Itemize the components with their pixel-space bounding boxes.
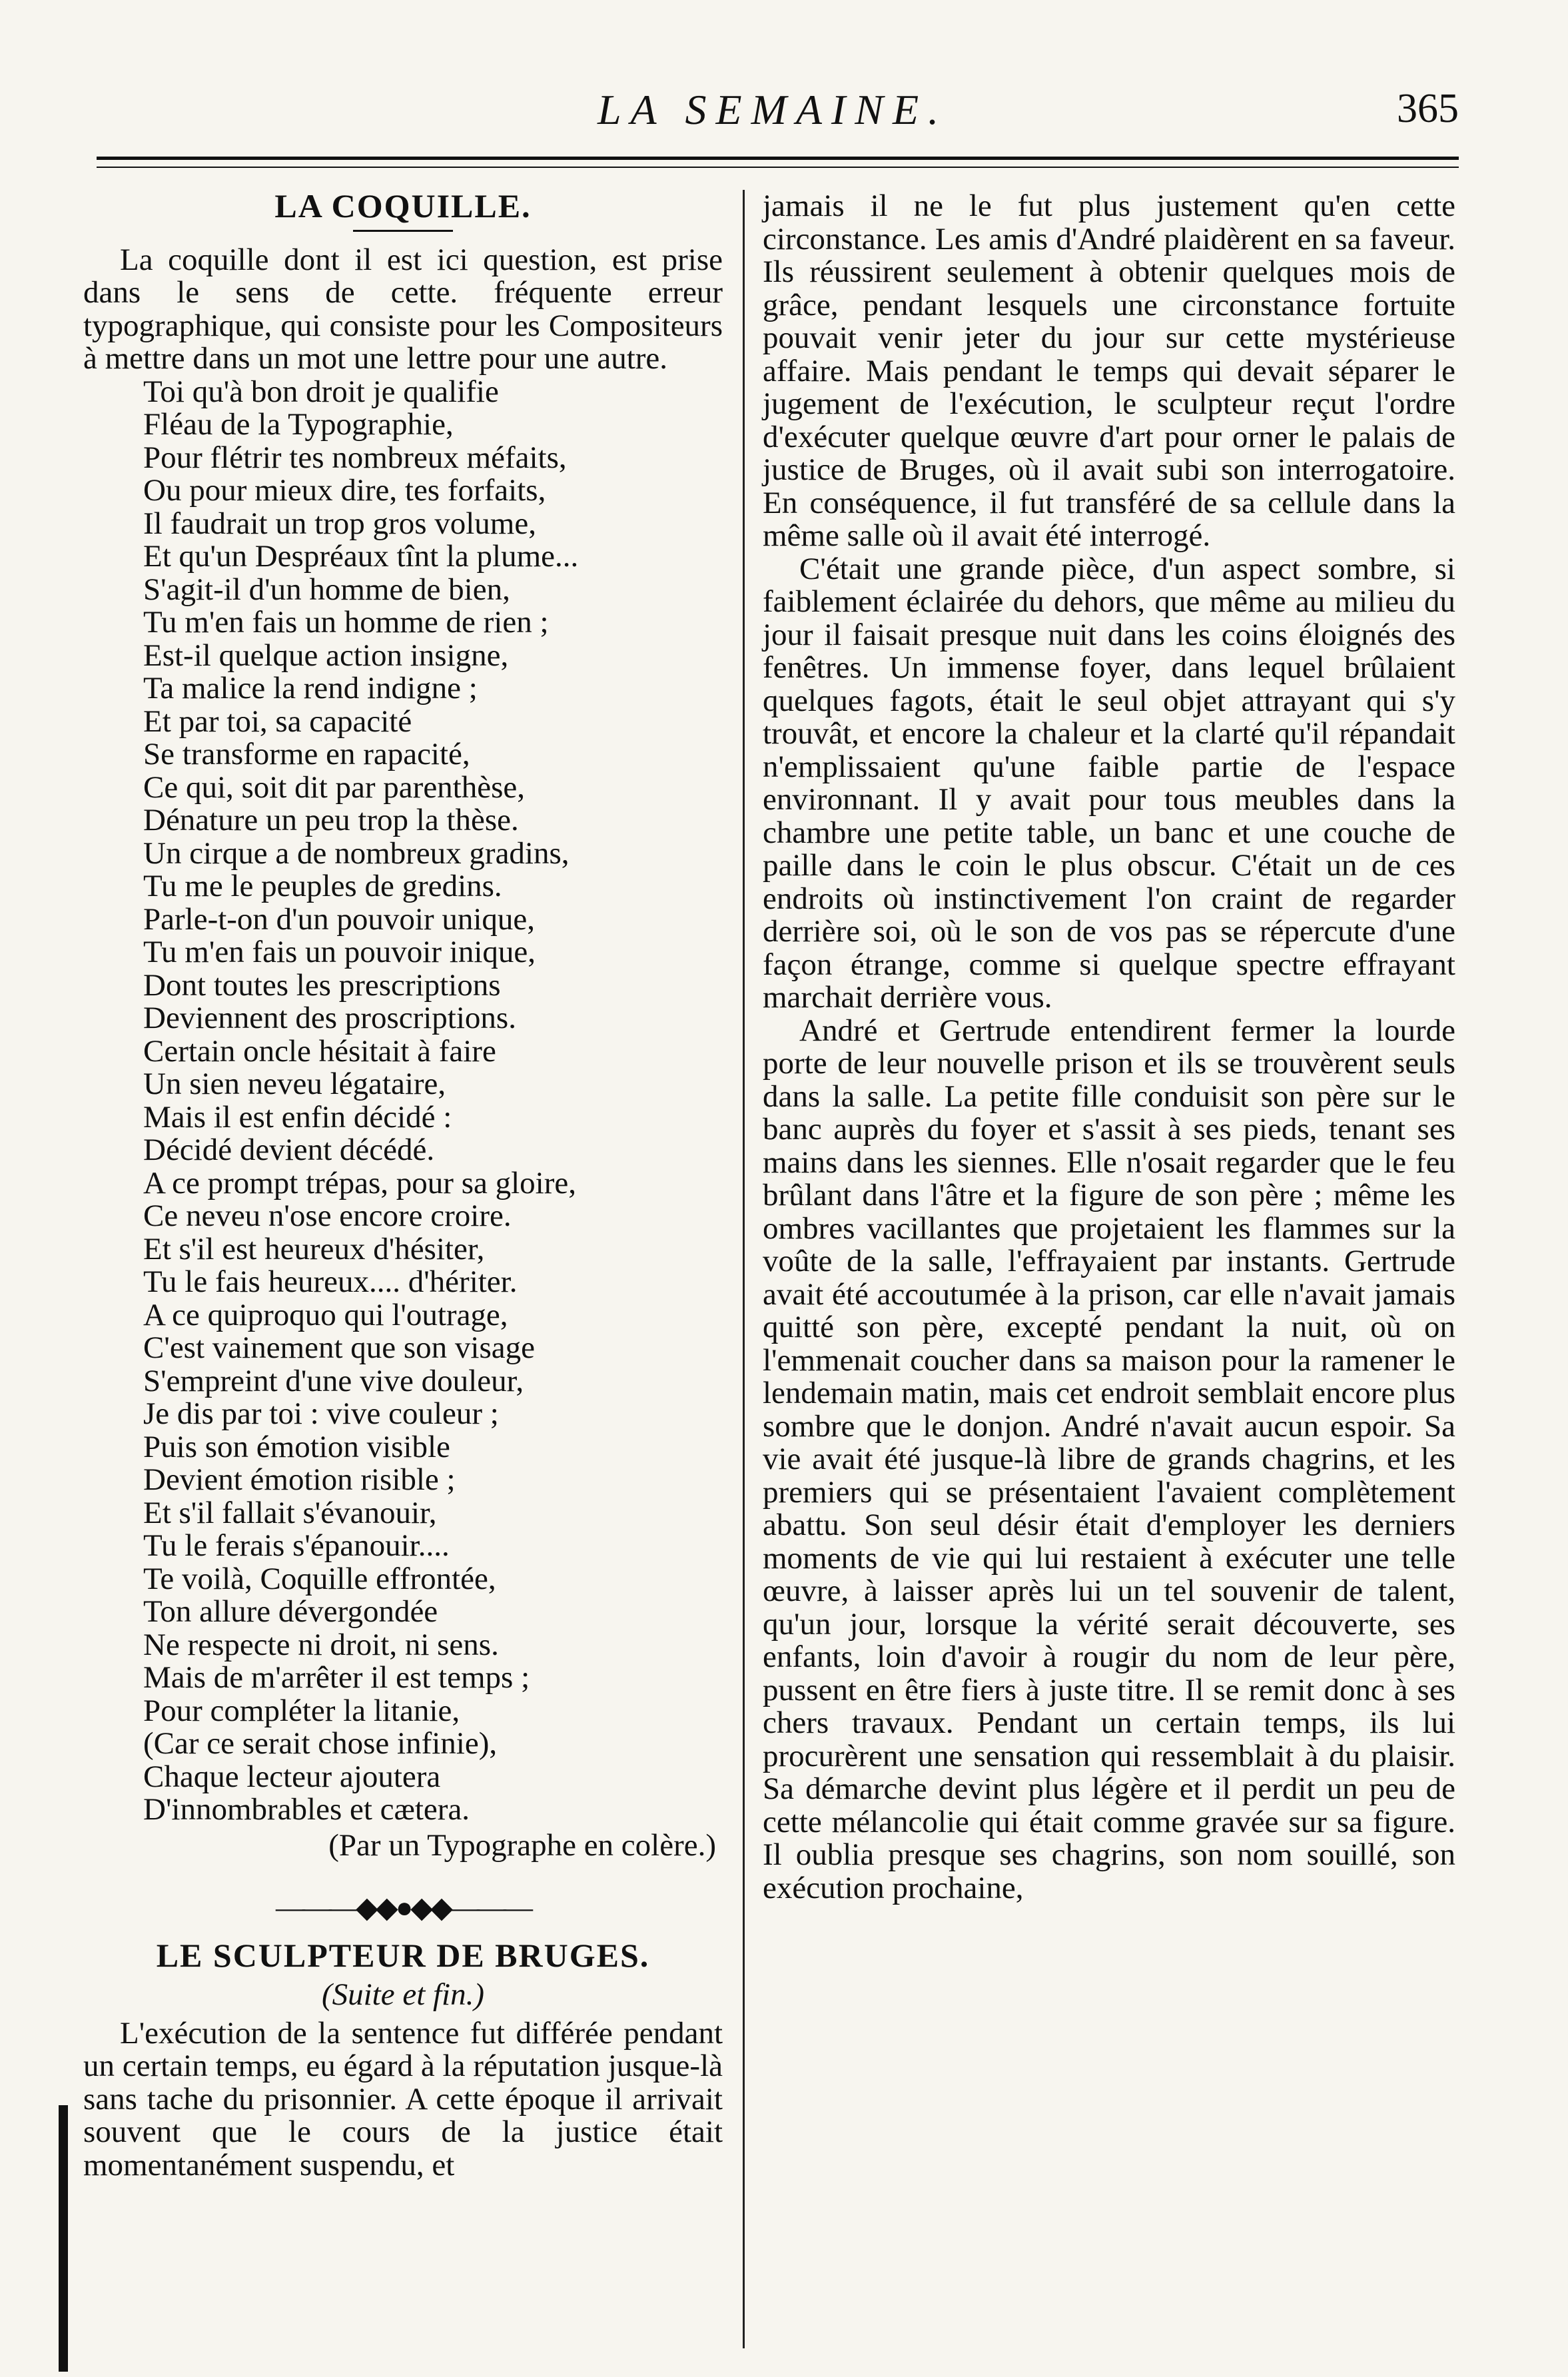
poem-line: Ton allure dévergondée: [143, 1594, 438, 1629]
poem-line: Parle-t-on d'un pouvoir unique,: [143, 901, 536, 937]
poem-line: Puis son émotion visible: [143, 1429, 450, 1464]
poem-line: C'est vainement que son visage: [143, 1330, 536, 1365]
poem-line: Chaque lecteur ajoutera: [143, 1759, 441, 1794]
poem-signature: (Par un Typographe en colère.): [328, 1827, 716, 1863]
poem-line: Un cirque a de nombreux gradins,: [143, 835, 570, 871]
poem-line: Mais il est enfin décidé :: [143, 1099, 452, 1135]
poem-line: D'innombrables et cætera.: [143, 1792, 470, 1827]
poem-line: Est-il quelque action insigne,: [143, 638, 509, 673]
header-rule: [97, 157, 1459, 160]
poem-line: Tu le ferais s'épanouir....: [143, 1528, 450, 1563]
poem-line: Fléau de la Typographie,: [143, 407, 454, 442]
poem-line: A ce quiproquo qui l'outrage,: [143, 1297, 508, 1332]
article-title: LA COQUILLE.: [274, 187, 532, 225]
poem-line: Certain oncle hésitait à faire: [143, 1033, 496, 1069]
poem-line: Il faudrait un trop gros volume,: [143, 506, 536, 541]
header-rule-thin: [97, 167, 1459, 168]
poem-line: Mais de m'arrêter il est temps ;: [143, 1660, 530, 1695]
margin-bar: [59, 2105, 68, 2372]
running-title: LA SEMAINE.: [597, 86, 949, 133]
poem: [143, 376, 723, 1827]
article-title-2: LE SCULPTEUR DE BRUGES.: [156, 1936, 650, 1974]
poem-line: Tu m'en fais un homme de rien ;: [143, 605, 549, 640]
poem-line: Un sien neveu légataire,: [143, 1067, 446, 1101]
article-paragraph: André et Gertrude entendirent fermer la lourde porte de leur nouvelle prison et ils se trouvèrent seuls dans la salle. La petite fille conduisit son père sur le banc auprès du foyer et s'assit à ses pieds, tenant ses mains dans les siennes. Elle n'osait regarder que le feu brûlant dans l'âtre et la figure de son père ; même les ombres vacillantes que projetaient les flammes sur la voûte de la salle, l'effrayaient par instants. Gertrude avait été accoutumée à la prison, car elle n'avait jamais quitté son père, excepté pendant la nuit, où on l'emmenait coucher dans sa maison pour la ramener le lendemain matin, mais cet endroit semblait encore plus sombre que le donjon. André n'avait aucun espoir. Sa vie avait été jusque-là libre de grands chagrins, et les premiers qui se présentaient l'avaient complètement abattu. Son seul désir était d'employer les derniers moments de vie qui lui restaient à exécuter une telle œuvre, à laisser après lui un tel souvenir de talent, qu'un jour, lorsque la vérité serait découverte, ses enfants, loin d'avoir à rougir du nom de leur père, pussent en être fiers à juste titre. Il se remit donc à ses chers travaux. Pendant un certain temps, ils lui procurèrent une sensation qui ressemblait à du plaisir. Sa démarche devint plus légère et il perdit un peu de cette mélancolie qui était comme gravée sur sa figure. Il oublia presque ses chagrins, son nom souillé, son exécution prochaine,: [763, 1013, 1455, 1905]
poem-line: Ta malice la rend indigne ;: [143, 671, 478, 706]
poem-line: Devient émotion risible ;: [143, 1462, 456, 1497]
poem-line: Et qu'un Despréaux tînt la plume...: [143, 539, 579, 574]
article-subtitle: (Suite et fin.): [321, 1977, 485, 2012]
poem-line: Et s'il est heureux d'hésiter,: [143, 1231, 485, 1266]
poem-line: Ce qui, soit dit par parenthèse,: [143, 769, 525, 805]
poem-line: Ce neveu n'ose encore croire.: [143, 1198, 512, 1233]
poem-line: (Car ce serait chose infinie),: [143, 1726, 498, 1761]
poem-line: Ou pour mieux dire, tes forfaits,: [143, 473, 546, 508]
running-header: [87, 80, 1459, 140]
poem-line: Ne respecte ni droit, ni sens.: [143, 1627, 499, 1662]
poem-line: Dénature un peu trop la thèse.: [143, 803, 519, 837]
left-column: [83, 187, 723, 2182]
column-divider: [743, 190, 745, 2348]
right-column: [763, 190, 1455, 1905]
poem-line: Toi qu'à bon droit je qualifie: [143, 374, 499, 409]
poem-line: Dont toutes les prescriptions: [143, 967, 501, 1003]
poem-line: Tu m'en fais un pouvoir inique,: [143, 935, 536, 969]
title-rule: [353, 230, 453, 232]
ornament-divider: ———◆◆●◆◆———: [276, 1891, 530, 1924]
article-paragraph: L'exécution de la sentence fut différée pendant un certain temps, eu égard à la réputation jusque-là sans tache du prisonnier. A cette époque il arrivait souvent que le cours de la justice était momentanément suspendu, et: [83, 2015, 723, 2182]
poem-line: Je dis par toi : vive couleur ;: [143, 1396, 499, 1431]
poem-line: S'agit-il d'un homme de bien,: [143, 572, 510, 607]
poem-line: Deviennent des proscriptions.: [143, 1001, 516, 1035]
article-paragraph: C'était une grande pièce, d'un aspect sombre, si faiblement éclairée du dehors, que même au milieu du jour il faisait presque nuit dans les coins éloignés des fenêtres. Un immense foyer, dans lequel brûlaient quelques fagots, était le seul objet attrayant qui s'y trouvât, et encore la chaleur et la clarté qu'il répandait n'emplissaient qu'une faible partie de l'espace environnant. Il y avait pour tous meubles dans la chambre une petite table, un banc et une couche de paille dans le coin le plus obscur. C'était un de ces endroits où instinctivement l'on craint de regarder derrière soi, où le son de vos pas se répercute d'une façon étrange, comme si quelque spectre effrayant marchait derrière vous.: [763, 551, 1455, 1015]
poem-line: A ce prompt trépas, pour sa gloire,: [143, 1165, 576, 1200]
poem-line: S'empreint d'une vive douleur,: [143, 1363, 524, 1398]
poem-line: Tu me le peuples de gredins.: [143, 869, 502, 903]
poem-line: Décidé devient décédé.: [143, 1133, 435, 1167]
page-number: 365: [1397, 86, 1459, 131]
poem-line: Et par toi, sa capacité: [143, 704, 412, 739]
poem-line: Et s'il fallait s'évanouir,: [143, 1495, 437, 1530]
poem-line: Tu le fais heureux.... d'hériter.: [143, 1264, 518, 1299]
poem-line: Pour flétrir tes nombreux méfaits,: [143, 440, 567, 475]
intro-paragraph: La coquille dont il est ici question, est prise dans le sens de cette. fréquente erreur typographique, qui consiste pour les Compositeurs à mettre dans un mot une lettre pour une autre.: [83, 242, 723, 376]
poem-line: Pour compléter la litanie,: [143, 1693, 460, 1728]
poem-line: Se transforme en rapacité,: [143, 737, 470, 771]
poem-line: Te voilà, Coquille effrontée,: [143, 1561, 496, 1596]
article-paragraph: jamais il ne le fut plus justement qu'en cette circonstance. Les amis d'André plaidèrent en sa faveur. Ils réussirent seulement à obtenir quelques mois de grâce, pendant lesquels une circonstance fortuite pouvait venir jeter du jour sur cette mystérieuse affaire. Mais pendant le temps qui devait séparer le jugement de l'exécution, le sculpteur reçut l'ordre d'exécuter quelque œuvre d'art pour orner le palais de justice de Bruges, où il avait subi son interrogatoire. En conséquence, il fut transféré de sa cellule dans la même salle où il avait été interrogé.: [763, 189, 1455, 553]
